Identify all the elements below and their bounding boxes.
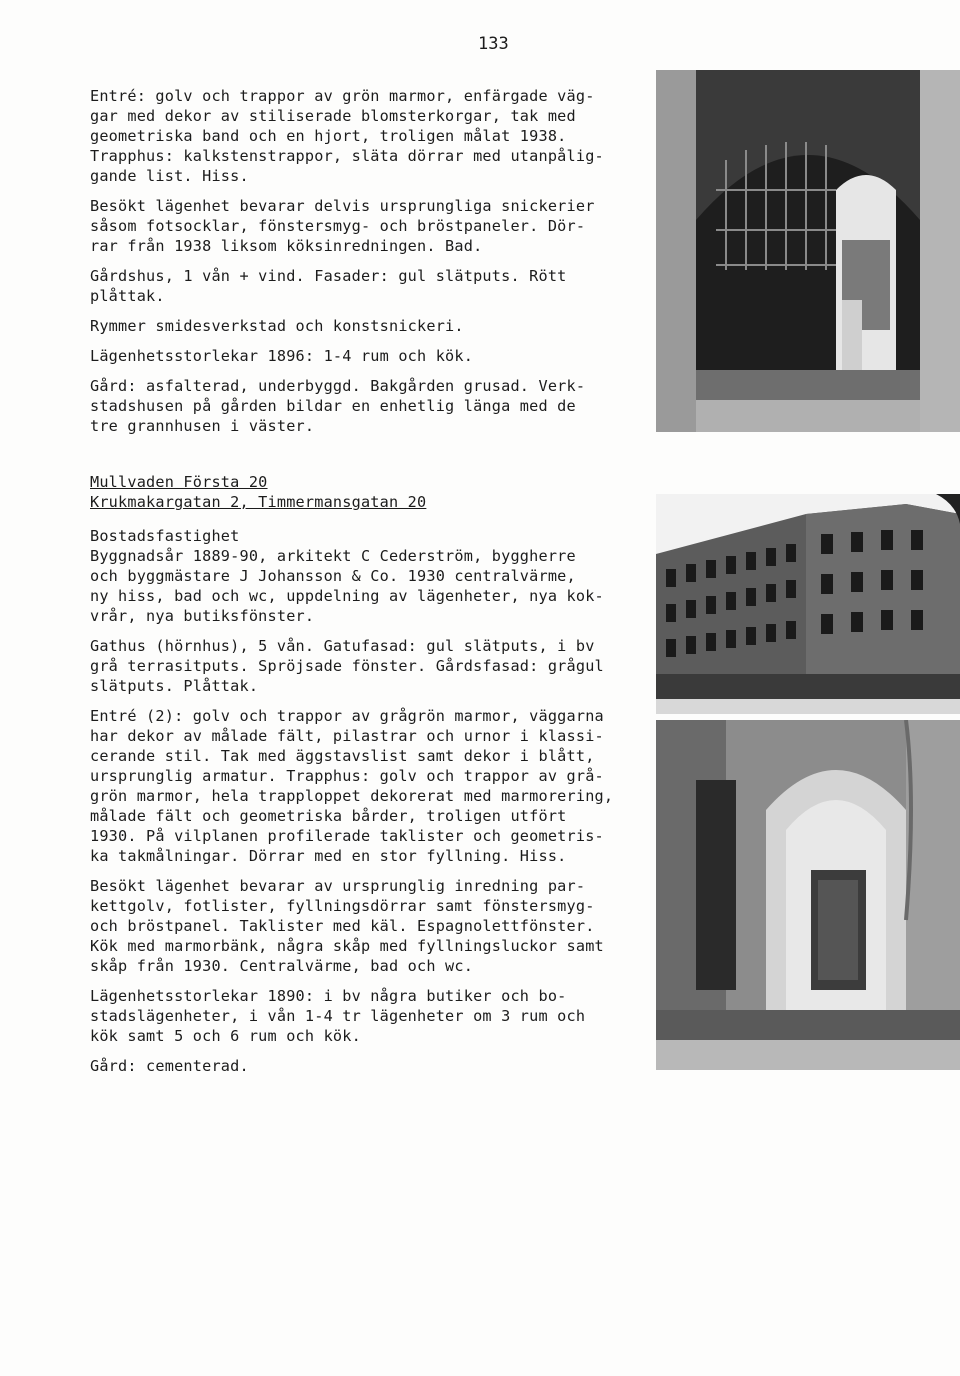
paragraph-courtyard-2: Gård: cementerad. [90, 1057, 249, 1075]
paragraph-visited-apartment-2: Besökt lägenhet bevarar av ursprunglig inredning par- kettgolv, fotlister, fyllningsdörrar samt fönstersmyg- och bröstpanel. Taklister med käl. Espagnolettfönster. Kök med marmorbänk, några skåp med fyllningsluckor samt skåp från 1930. Centralvärme, bad och wc. [90, 877, 604, 975]
page-number: 133 [478, 34, 509, 54]
paragraph-courtyard-house: Gårdshus, 1 vån + vind. Fasader: gul slätputs. Rött plåttak. [90, 267, 567, 305]
property-heading: Mullvaden Första 20 [90, 473, 268, 491]
photo-archway-gate [656, 70, 960, 432]
photo-staircase-interior [656, 720, 960, 1070]
paragraph-visited-apartment: Besökt lägenhet bevarar delvis ursprungliga snickerier såsom fotsocklar, fönstersmyg- och bröstpaneler. Dör- rar från 1938 liksom köksinredningen. Bad. [90, 197, 595, 255]
text-block-first-property [90, 86, 650, 446]
text-block-mullvaden-forsta-20 [90, 472, 650, 1086]
paragraph-building-info: Bostadsfastighet Byggnadsår 1889-90, arkitekt C Cederström, byggherre och byggmästare J Johansson & Co. 1930 centralvärme, ny hiss, bad och wc, uppdelning av lägenheter, nya kok- vrår, nya butiksfönster. [90, 527, 604, 625]
paragraph-courtyard: Gård: asfalterad, underbyggd. Bakgården grusad. Verk- stadshusen på gården bildar en enhetlig länga med de tre grannhusen i väster. [90, 377, 586, 435]
paragraph-workshop: Rymmer smidesverkstad och konstsnickeri. [90, 317, 464, 335]
paragraph-apartment-sizes-2: Lägenhetsstorlekar 1890: i bv några butiker och bo- stadslägenheter, i vån 1-4 tr lägenheter om 3 rum och kök samt 5 och 6 rum och kök. [90, 987, 586, 1045]
paragraph-street-house: Gathus (hörnhus), 5 vån. Gatufasad: gul slätputs, i bv grå terrasitputs. Spröjsade fönster. Gårdsfasad: grågul slätputs. Plåttak. [90, 637, 604, 695]
paragraph-entrance-2: Entré (2): golv och trappor av grågrön marmor, väggarna har dekor av målade fält, pilastrar och urnor i klassi- cerande stil. Tak med äggstavslist samt dekor i blått, ursprunglig armatur. Trapphus: golv och trappor av grå- grön marmor, hela trapploppet dekorerat med marmorering, målade fält och geometriska bårder, troligen utfört 1930. På vilplanen profilerade taklister och geometris- ka takmålningar. Dörrar med en stor fyllning. Hiss. [90, 707, 614, 865]
photo-corner-building [656, 494, 960, 714]
property-address: Krukmakargatan 2, Timmermansgatan 20 [90, 493, 427, 511]
paragraph-apartment-sizes: Lägenhetsstorlekar 1896: 1-4 rum och kök. [90, 347, 474, 365]
paragraph-entrance: Entré: golv och trappor av grön marmor, enfärgade väg- gar med dekor av stiliserade blomsterkorgar, tak med geometriska band och en hjort, troligen målat 1938. Trapphus: kalkstenstrappor, släta dörrar med utanpålig- gande list. Hiss. [90, 87, 604, 185]
